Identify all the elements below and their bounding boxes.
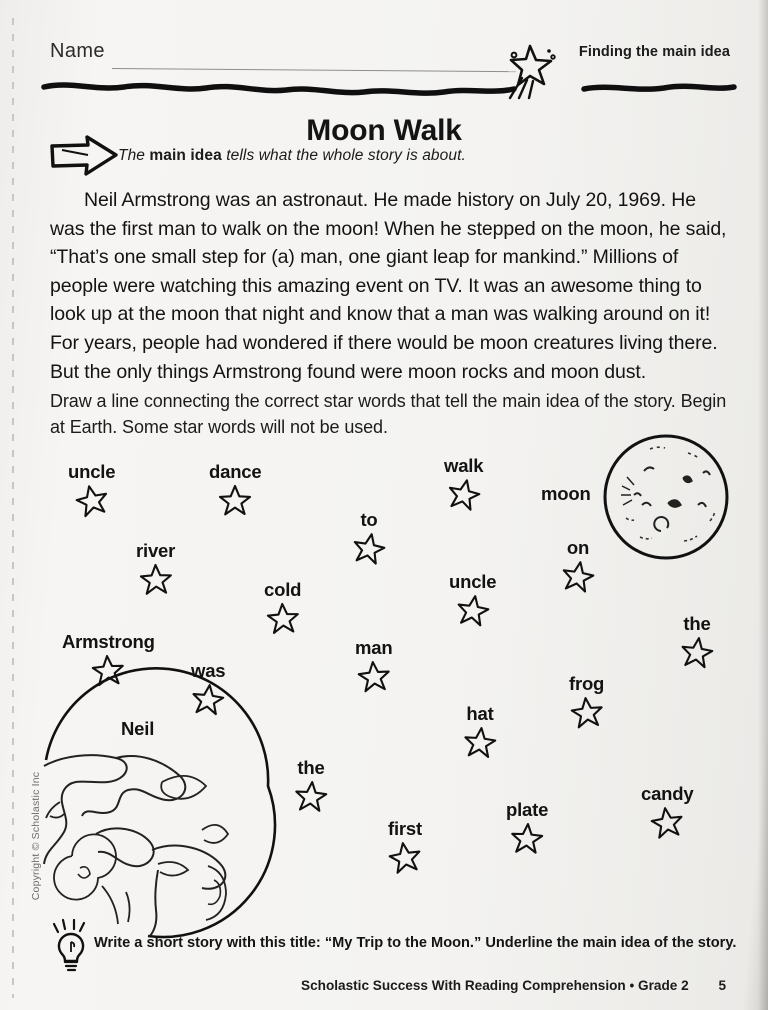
star-word-label: moon	[541, 483, 591, 504]
star-word-label: Armstrong	[62, 631, 155, 652]
star-word-label: uncle	[449, 571, 497, 592]
star-word-label: candy	[641, 783, 694, 804]
star-icon[interactable]	[357, 660, 391, 692]
star-icon[interactable]	[680, 636, 714, 668]
star-word[interactable]	[352, 510, 386, 564]
footer	[0, 978, 726, 993]
star-word[interactable]	[294, 758, 328, 812]
subtitle-before: The	[118, 147, 150, 164]
star-word[interactable]	[209, 462, 261, 516]
skill-label: Finding the main idea	[578, 44, 730, 60]
page-number: 5	[718, 978, 726, 993]
star-icon[interactable]	[75, 484, 109, 516]
star-word-label: man	[355, 637, 393, 658]
star-word-label: uncle	[68, 461, 116, 482]
star-icon[interactable]	[294, 780, 328, 812]
star-icon[interactable]	[456, 594, 490, 626]
star-icon[interactable]	[91, 654, 125, 686]
star-word[interactable]	[136, 541, 175, 595]
star-word[interactable]	[641, 784, 693, 838]
star-word[interactable]	[449, 572, 496, 626]
star-word-label: on	[566, 537, 590, 558]
star-word-label: frog	[569, 673, 605, 694]
star-word-label: the	[297, 757, 325, 778]
star-word-label: was	[191, 660, 226, 681]
star-word-label: walk	[444, 455, 484, 476]
star-icon[interactable]	[561, 560, 595, 592]
subtitle-after: tells what the whole story is about.	[221, 147, 466, 164]
illustration-label[interactable]	[121, 719, 154, 739]
star-icon[interactable]	[570, 696, 604, 728]
star-icon[interactable]	[352, 532, 386, 564]
story-paragraph: Neil Armstrong was an astronaut. He made history on July 20, 1969. He was the first man to walk on the moon! When he stepped on the moon, he said, “That’s one small step for (a) man, one giant leap for mankind.” Millions of people were watching this amazing event on TV. It was an awesome thing to look up at the moon that night and know that a man was walking around on it! For years, people had wondered if there would be moon creatures living there. But the only things Armstrong found were moon rocks and moon dust.	[50, 189, 727, 383]
star-word-label: to	[360, 509, 378, 530]
star-icon[interactable]	[463, 726, 497, 758]
footer-series: Scholastic Success With Reading Comprehension • Grade 2	[301, 978, 689, 993]
star-icon[interactable]	[447, 478, 481, 510]
lightbulb-icon	[48, 920, 94, 972]
star-word[interactable]	[355, 638, 392, 692]
star-word-label: first	[388, 818, 422, 839]
star-word[interactable]	[264, 580, 301, 634]
star-icon[interactable]	[139, 563, 173, 595]
star-word[interactable]	[506, 800, 548, 854]
star-icon[interactable]	[191, 683, 225, 715]
copyright-notice: Copyright © Scholastic Inc	[30, 771, 42, 901]
star-word-label: cold	[264, 579, 302, 600]
star-word[interactable]	[463, 704, 497, 758]
star-icon[interactable]	[266, 602, 300, 634]
star-word[interactable]	[680, 614, 714, 668]
star-word[interactable]	[444, 456, 483, 510]
star-icon[interactable]	[510, 822, 544, 854]
name-label: Name	[50, 40, 105, 62]
activity-directions: Draw a line connecting the correct star words that tell the main idea of the story. Begin at Earth. Some star words will not be used.	[50, 391, 727, 437]
star-word[interactable]	[569, 674, 604, 728]
page-title: Moon Walk	[306, 114, 462, 147]
star-word-label: dance	[209, 461, 262, 482]
star-icon[interactable]	[650, 806, 684, 838]
star-word-label: the	[683, 613, 711, 634]
star-word-label: Neil	[121, 718, 155, 739]
star-word[interactable]	[62, 632, 155, 686]
star-word-label: hat	[466, 703, 494, 724]
star-icon[interactable]	[218, 484, 252, 516]
star-word[interactable]	[68, 462, 115, 516]
star-word-label: river	[136, 540, 176, 561]
star-word[interactable]	[191, 661, 225, 715]
star-word-label: plate	[506, 799, 549, 820]
star-word[interactable]	[561, 538, 595, 592]
star-word[interactable]	[388, 819, 422, 873]
writing-prompt: Write a short story with this title: “My Trip to the Moon.” Underline the main idea of the story.	[94, 935, 737, 951]
star-icon[interactable]	[388, 841, 422, 873]
illustration-label[interactable]	[541, 484, 591, 504]
subtitle-bold: main idea	[149, 147, 222, 164]
